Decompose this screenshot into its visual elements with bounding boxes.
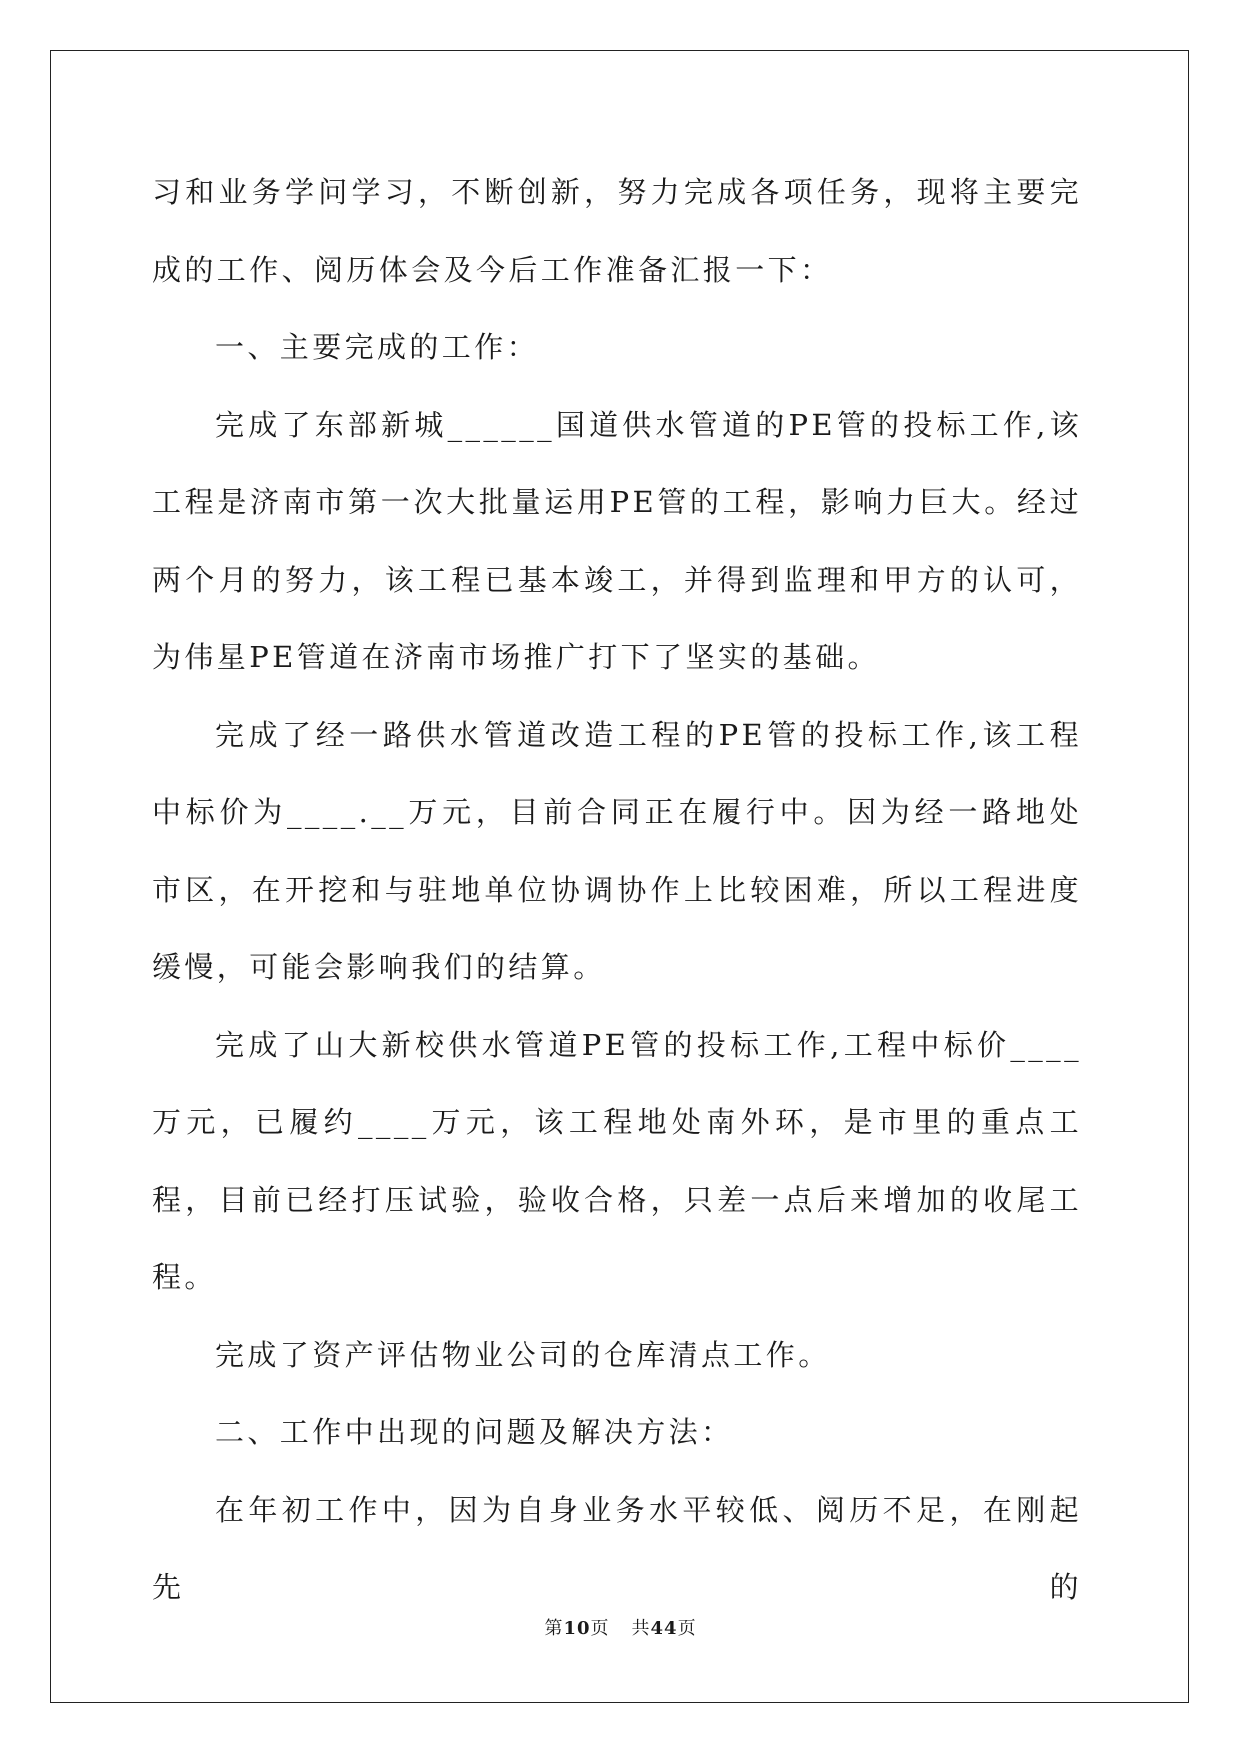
paragraph-4: 完成了山大新校供水管道PE管的投标工作,工程中标价____万元，已履约____万元，该工程地处南外环，是市里的重点工程，目前已经打压试验，验收合格，只差一点后来增加的收尾工程。 xyxy=(152,1027,1082,1294)
page-number: 10 xyxy=(563,1618,591,1639)
document-body xyxy=(152,154,1082,1627)
paragraph-6: 在年初工作中，因为自身业务水平较低、阅历不足，在刚起先的 xyxy=(152,1492,1082,1604)
footer-total-suffix: 页 xyxy=(677,1618,697,1639)
section-heading-1: 一、主要完成的工作： xyxy=(215,330,540,364)
footer-page-suffix: 页 xyxy=(590,1618,610,1639)
section-heading-2: 二、工作中出现的问题及解决方法： xyxy=(215,1415,734,1449)
paragraph-3: 完成了经一路供水管道改造工程的PE管的投标工作,该工程中标价为____.__万元，目前合同正在履行中。因为经一路地处市区，在开挖和与驻地单位协调协作上比较困难，所以工程进度缓慢，可能会影响我们的结算。 xyxy=(152,717,1082,984)
footer-prefix: 第 xyxy=(544,1618,564,1639)
total-pages: 44 xyxy=(650,1618,678,1639)
paragraph-1: 习和业务学问学习，不断创新，努力完成各项任务，现将主要完成的工作、阅历体会及今后工作准备汇报一下： xyxy=(152,175,1082,287)
paragraph-2: 完成了东部新城______国道供水管道的PE管的投标工作,该工程是济南市第一次大批量运用PE管的工程，影响力巨大。经过两个月的努力，该工程已基本竣工，并得到监理和甲方的认可，为伟星PE管道在济南市场推广打下了坚实的基础。 xyxy=(152,407,1082,674)
page-footer xyxy=(0,1614,1241,1640)
footer-total-prefix: 共 xyxy=(631,1618,651,1639)
paragraph-5: 完成了资产评估物业公司的仓库清点工作。 xyxy=(215,1337,831,1372)
